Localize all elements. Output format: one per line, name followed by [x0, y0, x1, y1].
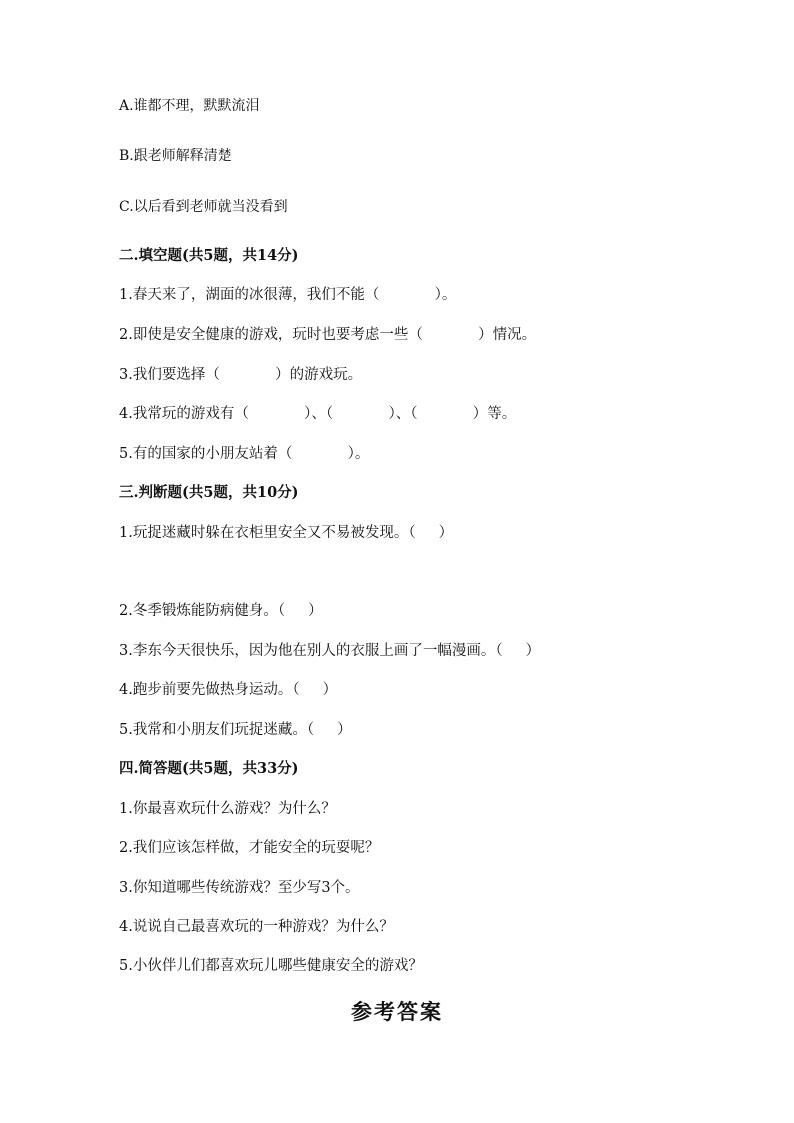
fill-question-2: 2.即使是安全健康的游戏，玩时也要考虑一些（ ）情况。	[119, 327, 537, 343]
section-title-fill-in: 二.填空题(共5题，共14分)	[119, 247, 299, 264]
fill-question-3: 3.我们要选择（ ）的游戏玩。	[119, 367, 363, 383]
option-a: A.谁都不理，默默流泪	[119, 98, 260, 114]
judge-question-1: 1.玩捉迷藏时躲在衣柜里安全又不易被发现。（ ）	[119, 525, 454, 541]
section-title-true-false: 三.判断题(共5题，共10分)	[119, 484, 299, 501]
section-title-short-answer: 四.简答题(共5题，共33分)	[119, 760, 299, 777]
option-c: C.以后看到老师就当没看到	[119, 199, 288, 215]
short-question-1: 1.你最喜欢玩什么游戏？为什么？	[119, 801, 336, 817]
judge-question-5: 5.我常和小朋友们玩捉迷藏。（ ）	[119, 722, 352, 738]
answer-key-title: 参考答案	[351, 999, 443, 1024]
fill-question-5: 5.有的国家的小朋友站着（ ）。	[119, 446, 370, 462]
judge-question-3: 3.李东今天很快乐，因为他在别人的衣服上画了一幅漫画。（ ）	[119, 643, 541, 659]
short-question-4: 4.说说自己最喜欢玩的一种游戏？为什么？	[119, 919, 394, 935]
option-b: B.跟老师解释清楚	[119, 148, 232, 164]
fill-question-4: 4.我常玩的游戏有（ ）、（ ）、（ ）等。	[119, 406, 517, 422]
short-question-2: 2.我们应该怎样做，才能安全的玩耍呢？	[119, 840, 380, 856]
short-question-5: 5.小伙伴儿们都喜欢玩儿哪些健康安全的游戏？	[119, 958, 423, 974]
judge-question-2: 2.冬季锻炼能防病健身。（ ）	[119, 603, 323, 619]
fill-question-1: 1.春天来了，湖面的冰很薄，我们不能（ ）。	[119, 287, 457, 303]
short-question-3: 3.你知道哪些传统游戏？至少写3个。	[119, 880, 360, 896]
judge-question-4: 4.跑步前要先做热身运动。（ ）	[119, 682, 338, 698]
